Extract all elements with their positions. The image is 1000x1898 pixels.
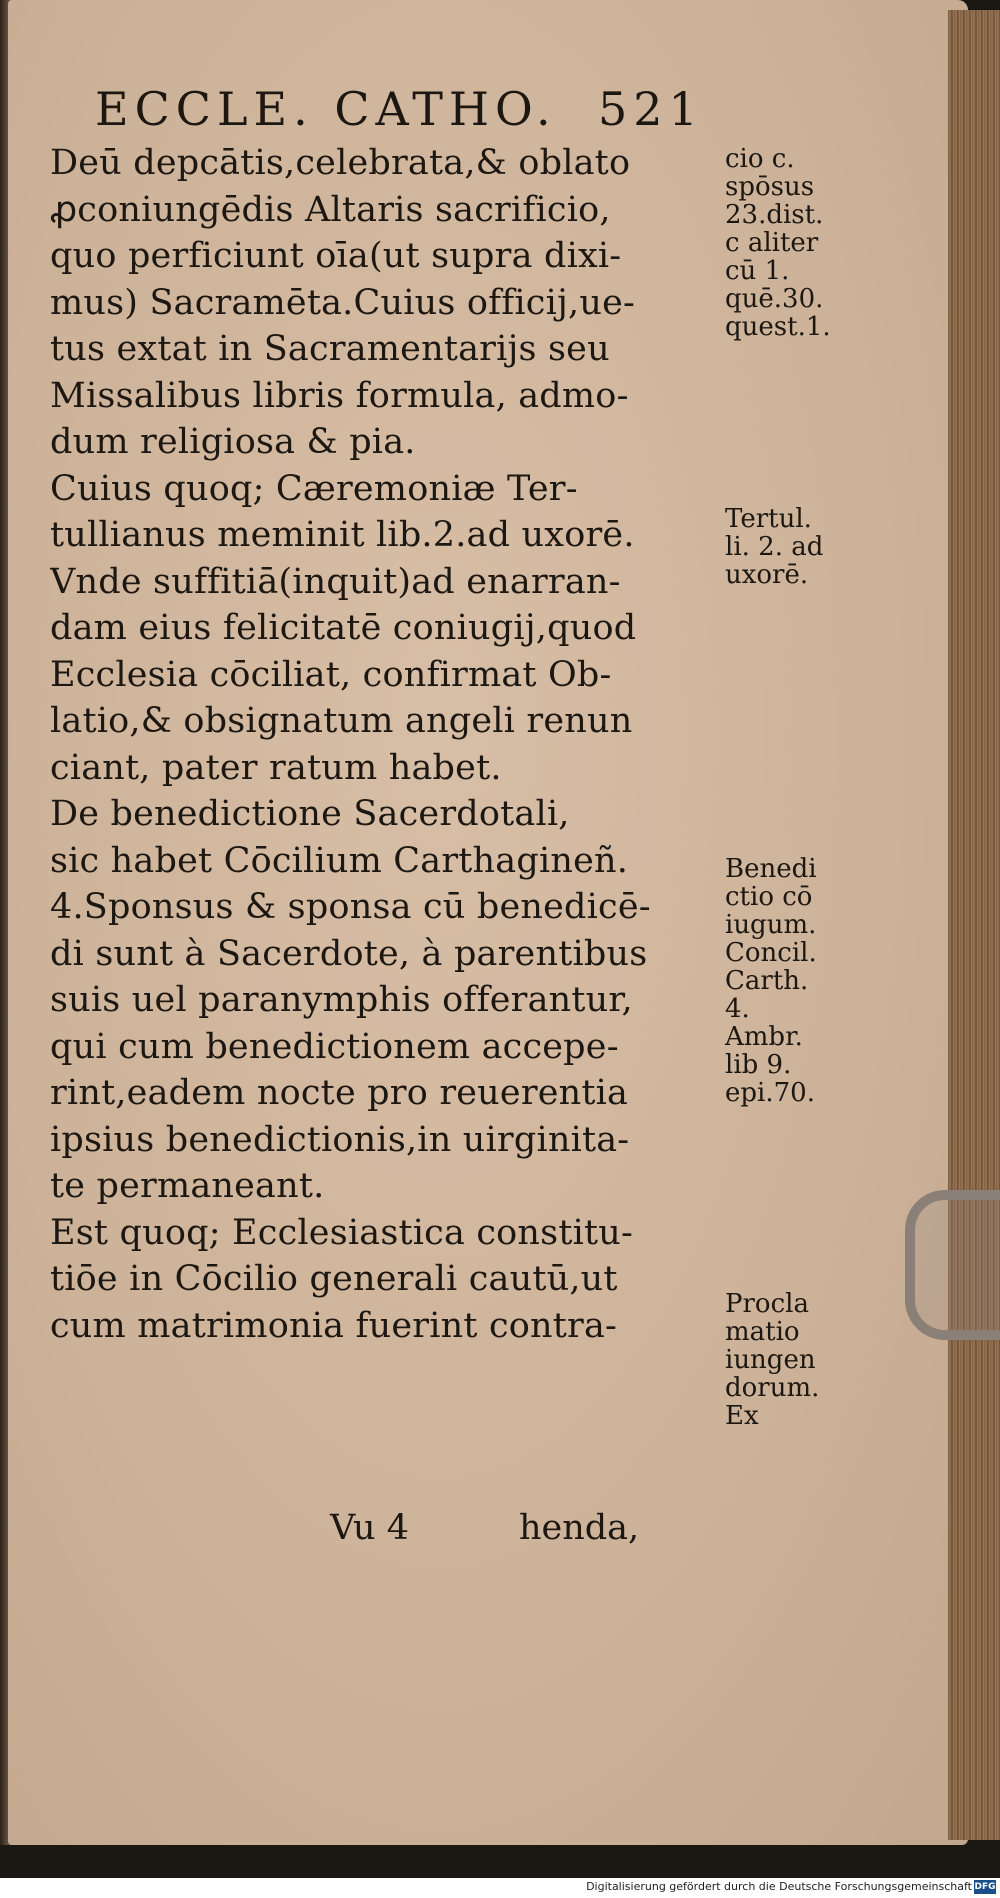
text-line: dum religiosa & pia.	[50, 422, 416, 462]
digitization-credit: Digitalisierung gefördert durch die Deutsche Forschungsgemeinschaft	[586, 1880, 972, 1893]
margin-note	[725, 145, 831, 341]
text-line: suis uel paranymphis offerantur,	[50, 980, 633, 1020]
text-line: tiōe in Cōcilio generali cautū,ut	[50, 1259, 618, 1299]
margin-note-line: li. 2. ad	[725, 532, 824, 562]
margin-note-line: quest.1.	[725, 312, 831, 342]
text-line: quo perficiunt oīa(ut supra dixi-	[50, 236, 622, 276]
margin-note-line: cū 1.	[725, 256, 790, 286]
margin-note-line: lib 9.	[725, 1050, 792, 1080]
margin-note-line: c aliter	[725, 228, 819, 258]
text-line: ciant, pater ratum habet.	[50, 747, 502, 788]
text-line: te permaneant.	[50, 1166, 325, 1206]
margin-note	[725, 505, 823, 589]
text-line: mus) Sacramēta.Cuius officij,ue-	[50, 282, 636, 323]
margin-note-line: Procla	[725, 1289, 809, 1319]
text-line: di sunt à Sacerdote, à parentibus	[50, 933, 648, 974]
text-line: Deū depcātis,celebrata,& oblato	[50, 143, 631, 183]
margin-note-line: 23.dist.	[725, 200, 824, 230]
margin-note	[725, 855, 817, 1107]
margin-note-line: spōsus	[725, 172, 815, 202]
text-line: dam eius felicitatē coniugij,quod	[50, 608, 637, 648]
margin-note	[725, 1290, 819, 1430]
signature-mark: Vu 4	[330, 1508, 409, 1548]
main-text-column	[50, 140, 730, 1349]
text-line: Missalibus libris formula, admo-	[50, 375, 629, 416]
dfg-logo-icon: DFG	[974, 1882, 996, 1892]
running-head-title: ECCLE. CATHO.	[95, 82, 557, 136]
text-line: Ecclesia cōciliat, confirmat Ob-	[50, 654, 612, 695]
text-line: Est quoq; Ecclesiastica constitu-	[50, 1212, 634, 1253]
margin-note-line: Tertul.	[725, 504, 812, 534]
book-clasp	[905, 1190, 1000, 1340]
margin-note-line: iungen	[725, 1345, 816, 1375]
margin-note-line: Benedi	[725, 854, 817, 884]
running-head	[95, 82, 704, 136]
margin-note-line: epi.70.	[725, 1078, 815, 1108]
text-line: ꝓconiungēdis Altaris sacrificio,	[50, 189, 611, 230]
margin-note-line: 4.	[725, 994, 750, 1024]
book-fore-edge	[948, 10, 1000, 1840]
margin-note-line: Ambr.	[725, 1022, 803, 1052]
text-line: rint,eadem nocte pro reuerentia	[50, 1073, 629, 1113]
text-line: Cuius quoq; Cæremoniæ Ter-	[50, 468, 578, 509]
margin-note-line: matio	[725, 1317, 800, 1347]
text-line: De benedictione Sacerdotali,	[50, 794, 570, 834]
text-line: latio,& obsignatum angeli renun	[50, 701, 633, 741]
margin-note-line: dorum.	[725, 1373, 820, 1403]
catchline	[330, 1508, 639, 1548]
margin-note-line: Carth.	[725, 966, 809, 996]
text-line: sic habet Cōcilium Carthagineñ.	[50, 840, 629, 881]
margin-note-line: iugum.	[725, 910, 817, 940]
text-line: Vnde suffitiā(inquit)ad enarran-	[50, 561, 621, 602]
margin-note-line: quē.30.	[725, 284, 824, 314]
page-number: 521	[597, 82, 704, 136]
text-line: tullianus meminit lib.2.ad uxorē.	[50, 515, 635, 555]
text-line: ipsius benedictionis,in uirginita-	[50, 1119, 630, 1160]
text-line: qui cum benedictionem accepe-	[50, 1026, 619, 1067]
text-line: 4.Sponsus & sponsa cū benedicē-	[50, 887, 651, 927]
margin-note-line: uxorē.	[725, 560, 809, 590]
margin-note-line: cio c.	[725, 144, 795, 174]
text-line: tus extat in Sacramentarijs seu	[50, 329, 610, 369]
text-line: cum matrimonia fuerint contra-	[50, 1305, 618, 1346]
margin-note-line: Ex	[725, 1401, 759, 1431]
margin-note-line: ctio cō	[725, 882, 813, 912]
catchword: henda,	[518, 1508, 640, 1548]
margin-note-line: Concil.	[725, 938, 817, 968]
